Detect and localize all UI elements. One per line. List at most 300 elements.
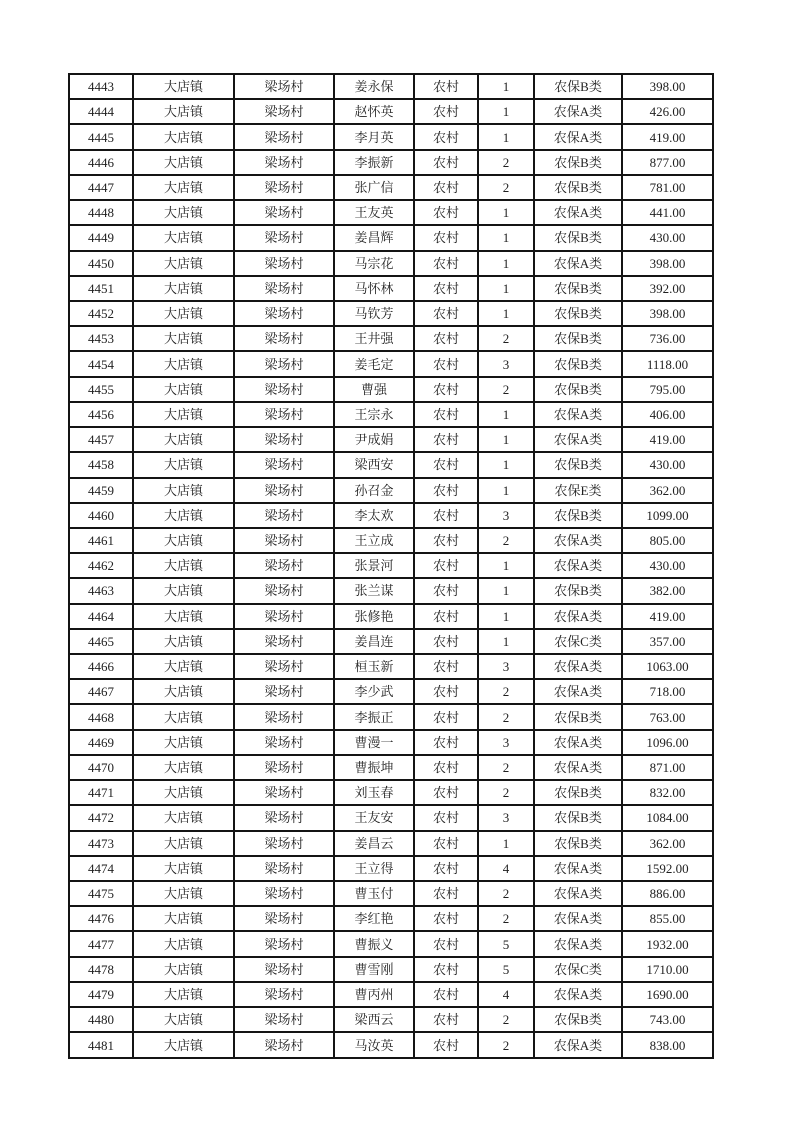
count-cell: 1 (478, 831, 534, 856)
category-cell: 农保B类 (534, 704, 622, 729)
count-cell: 4 (478, 982, 534, 1007)
name-cell: 梁西安 (334, 452, 414, 477)
name-cell: 王井强 (334, 326, 414, 351)
category-cell: 农保B类 (534, 503, 622, 528)
amount-cell: 763.00 (622, 704, 713, 729)
table-row (69, 301, 713, 326)
amount-cell: 795.00 (622, 377, 713, 402)
serial-cell: 4466 (69, 654, 133, 679)
table-row (69, 225, 713, 250)
table-row (69, 629, 713, 654)
amount-cell: 832.00 (622, 780, 713, 805)
count-cell: 2 (478, 906, 534, 931)
village-cell: 梁场村 (234, 175, 334, 200)
residence-cell: 农村 (414, 1032, 478, 1058)
count-cell: 2 (478, 377, 534, 402)
count-cell: 3 (478, 654, 534, 679)
table-row (69, 326, 713, 351)
amount-cell: 362.00 (622, 478, 713, 503)
village-cell: 梁场村 (234, 427, 334, 452)
count-cell: 3 (478, 730, 534, 755)
serial-cell: 4451 (69, 276, 133, 301)
town-cell: 大店镇 (133, 931, 234, 956)
town-cell: 大店镇 (133, 805, 234, 830)
count-cell: 1 (478, 402, 534, 427)
village-cell: 梁场村 (234, 1007, 334, 1032)
amount-cell: 1690.00 (622, 982, 713, 1007)
count-cell: 5 (478, 957, 534, 982)
town-cell: 大店镇 (133, 679, 234, 704)
table-row (69, 755, 713, 780)
town-cell: 大店镇 (133, 150, 234, 175)
town-cell: 大店镇 (133, 856, 234, 881)
village-cell: 梁场村 (234, 200, 334, 225)
category-cell: 农保A类 (534, 856, 622, 881)
residence-cell: 农村 (414, 629, 478, 654)
category-cell: 农保B类 (534, 831, 622, 856)
name-cell: 曹漫一 (334, 730, 414, 755)
village-cell: 梁场村 (234, 704, 334, 729)
category-cell: 农保B类 (534, 150, 622, 175)
residence-cell: 农村 (414, 957, 478, 982)
serial-cell: 4454 (69, 351, 133, 376)
serial-cell: 4452 (69, 301, 133, 326)
count-cell: 3 (478, 503, 534, 528)
table-row (69, 150, 713, 175)
village-cell: 梁场村 (234, 225, 334, 250)
town-cell: 大店镇 (133, 528, 234, 553)
village-cell: 梁场村 (234, 730, 334, 755)
serial-cell: 4470 (69, 755, 133, 780)
town-cell: 大店镇 (133, 755, 234, 780)
name-cell: 李振新 (334, 150, 414, 175)
category-cell: 农保A类 (534, 251, 622, 276)
village-cell: 梁场村 (234, 326, 334, 351)
residence-cell: 农村 (414, 503, 478, 528)
village-cell: 梁场村 (234, 478, 334, 503)
count-cell: 1 (478, 427, 534, 452)
town-cell: 大店镇 (133, 704, 234, 729)
town-cell: 大店镇 (133, 780, 234, 805)
category-cell: 农保A类 (534, 528, 622, 553)
count-cell: 1 (478, 74, 534, 99)
table-row (69, 74, 713, 99)
town-cell: 大店镇 (133, 427, 234, 452)
table-row (69, 276, 713, 301)
name-cell: 马汝英 (334, 1032, 414, 1058)
residence-cell: 农村 (414, 604, 478, 629)
residence-cell: 农村 (414, 780, 478, 805)
residence-cell: 农村 (414, 755, 478, 780)
count-cell: 1 (478, 99, 534, 124)
category-cell: 农保B类 (534, 175, 622, 200)
amount-cell: 398.00 (622, 251, 713, 276)
residence-cell: 农村 (414, 150, 478, 175)
town-cell: 大店镇 (133, 351, 234, 376)
amount-cell: 736.00 (622, 326, 713, 351)
town-cell: 大店镇 (133, 276, 234, 301)
residence-cell: 农村 (414, 225, 478, 250)
serial-cell: 4457 (69, 427, 133, 452)
town-cell: 大店镇 (133, 982, 234, 1007)
residence-cell: 农村 (414, 276, 478, 301)
category-cell: 农保A类 (534, 604, 622, 629)
serial-cell: 4471 (69, 780, 133, 805)
count-cell: 1 (478, 452, 534, 477)
table-row (69, 805, 713, 830)
count-cell: 2 (478, 326, 534, 351)
serial-cell: 4453 (69, 326, 133, 351)
residence-cell: 农村 (414, 704, 478, 729)
count-cell: 3 (478, 805, 534, 830)
category-cell: 农保A类 (534, 402, 622, 427)
category-cell: 农保A类 (534, 200, 622, 225)
town-cell: 大店镇 (133, 478, 234, 503)
amount-cell: 419.00 (622, 604, 713, 629)
serial-cell: 4475 (69, 881, 133, 906)
residence-cell: 农村 (414, 124, 478, 149)
category-cell: 农保B类 (534, 1007, 622, 1032)
category-cell: 农保A类 (534, 881, 622, 906)
residence-cell: 农村 (414, 578, 478, 603)
village-cell: 梁场村 (234, 251, 334, 276)
village-cell: 梁场村 (234, 351, 334, 376)
residence-cell: 农村 (414, 351, 478, 376)
table-row (69, 881, 713, 906)
name-cell: 姜永保 (334, 74, 414, 99)
category-cell: 农保B类 (534, 578, 622, 603)
residence-cell: 农村 (414, 1007, 478, 1032)
count-cell: 2 (478, 528, 534, 553)
residence-cell: 农村 (414, 906, 478, 931)
serial-cell: 4465 (69, 629, 133, 654)
town-cell: 大店镇 (133, 452, 234, 477)
village-cell: 梁场村 (234, 881, 334, 906)
serial-cell: 4479 (69, 982, 133, 1007)
village-cell: 梁场村 (234, 276, 334, 301)
count-cell: 1 (478, 553, 534, 578)
village-cell: 梁场村 (234, 528, 334, 553)
village-cell: 梁场村 (234, 629, 334, 654)
name-cell: 王友安 (334, 805, 414, 830)
table-row (69, 982, 713, 1007)
table-row (69, 730, 713, 755)
amount-cell: 805.00 (622, 528, 713, 553)
residence-cell: 农村 (414, 831, 478, 856)
table-row (69, 1007, 713, 1032)
category-cell: 农保B类 (534, 452, 622, 477)
category-cell: 农保B类 (534, 301, 622, 326)
count-cell: 3 (478, 351, 534, 376)
serial-cell: 4481 (69, 1032, 133, 1058)
name-cell: 李振正 (334, 704, 414, 729)
residence-cell: 农村 (414, 251, 478, 276)
amount-cell: 871.00 (622, 755, 713, 780)
serial-cell: 4461 (69, 528, 133, 553)
table-row (69, 553, 713, 578)
amount-cell: 718.00 (622, 679, 713, 704)
village-cell: 梁场村 (234, 74, 334, 99)
serial-cell: 4473 (69, 831, 133, 856)
town-cell: 大店镇 (133, 402, 234, 427)
village-cell: 梁场村 (234, 982, 334, 1007)
residence-cell: 农村 (414, 931, 478, 956)
name-cell: 李月英 (334, 124, 414, 149)
village-cell: 梁场村 (234, 679, 334, 704)
category-cell: 农保B类 (534, 780, 622, 805)
serial-cell: 4476 (69, 906, 133, 931)
name-cell: 刘玉春 (334, 780, 414, 805)
name-cell: 曹强 (334, 377, 414, 402)
village-cell: 梁场村 (234, 452, 334, 477)
category-cell: 农保B类 (534, 276, 622, 301)
amount-cell: 382.00 (622, 578, 713, 603)
count-cell: 1 (478, 578, 534, 603)
name-cell: 张景河 (334, 553, 414, 578)
village-cell: 梁场村 (234, 755, 334, 780)
residence-cell: 农村 (414, 427, 478, 452)
residence-cell: 农村 (414, 679, 478, 704)
residence-cell: 农村 (414, 881, 478, 906)
table-row (69, 906, 713, 931)
table-row (69, 427, 713, 452)
amount-cell: 1118.00 (622, 351, 713, 376)
name-cell: 马怀林 (334, 276, 414, 301)
count-cell: 1 (478, 604, 534, 629)
table-row (69, 124, 713, 149)
amount-cell: 430.00 (622, 553, 713, 578)
village-cell: 梁场村 (234, 377, 334, 402)
serial-cell: 4478 (69, 957, 133, 982)
residence-cell: 农村 (414, 452, 478, 477)
residence-cell: 农村 (414, 478, 478, 503)
serial-cell: 4443 (69, 74, 133, 99)
category-cell: 农保A类 (534, 931, 622, 956)
village-cell: 梁场村 (234, 553, 334, 578)
count-cell: 1 (478, 200, 534, 225)
serial-cell: 4447 (69, 175, 133, 200)
category-cell: 农保A类 (534, 553, 622, 578)
town-cell: 大店镇 (133, 503, 234, 528)
name-cell: 曹振坤 (334, 755, 414, 780)
town-cell: 大店镇 (133, 553, 234, 578)
count-cell: 2 (478, 881, 534, 906)
category-cell: 农保A类 (534, 427, 622, 452)
name-cell: 王立得 (334, 856, 414, 881)
count-cell: 2 (478, 175, 534, 200)
name-cell: 李少武 (334, 679, 414, 704)
town-cell: 大店镇 (133, 730, 234, 755)
town-cell: 大店镇 (133, 251, 234, 276)
residence-cell: 农村 (414, 654, 478, 679)
village-cell: 梁场村 (234, 301, 334, 326)
count-cell: 2 (478, 1032, 534, 1058)
table-row (69, 175, 713, 200)
name-cell: 曹振义 (334, 931, 414, 956)
table-row (69, 251, 713, 276)
table-row (69, 957, 713, 982)
category-cell: 农保B类 (534, 225, 622, 250)
name-cell: 赵怀英 (334, 99, 414, 124)
count-cell: 1 (478, 629, 534, 654)
count-cell: 2 (478, 755, 534, 780)
amount-cell: 743.00 (622, 1007, 713, 1032)
name-cell: 孙召金 (334, 478, 414, 503)
town-cell: 大店镇 (133, 604, 234, 629)
amount-cell: 398.00 (622, 301, 713, 326)
count-cell: 4 (478, 856, 534, 881)
town-cell: 大店镇 (133, 124, 234, 149)
count-cell: 1 (478, 478, 534, 503)
name-cell: 王宗永 (334, 402, 414, 427)
serial-cell: 4477 (69, 931, 133, 956)
serial-cell: 4480 (69, 1007, 133, 1032)
serial-cell: 4456 (69, 402, 133, 427)
serial-cell: 4474 (69, 856, 133, 881)
name-cell: 王友英 (334, 200, 414, 225)
town-cell: 大店镇 (133, 957, 234, 982)
category-cell: 农保B类 (534, 805, 622, 830)
name-cell: 姜昌云 (334, 831, 414, 856)
serial-cell: 4446 (69, 150, 133, 175)
amount-cell: 1096.00 (622, 730, 713, 755)
table-row (69, 780, 713, 805)
table-row (69, 856, 713, 881)
count-cell: 2 (478, 150, 534, 175)
name-cell: 李红艳 (334, 906, 414, 931)
amount-cell: 1932.00 (622, 931, 713, 956)
residence-cell: 农村 (414, 99, 478, 124)
count-cell: 1 (478, 251, 534, 276)
town-cell: 大店镇 (133, 225, 234, 250)
serial-cell: 4458 (69, 452, 133, 477)
category-cell: 农保C类 (534, 957, 622, 982)
town-cell: 大店镇 (133, 578, 234, 603)
name-cell: 曹玉付 (334, 881, 414, 906)
town-cell: 大店镇 (133, 99, 234, 124)
village-cell: 梁场村 (234, 805, 334, 830)
table-row (69, 679, 713, 704)
serial-cell: 4472 (69, 805, 133, 830)
count-cell: 1 (478, 276, 534, 301)
amount-cell: 838.00 (622, 1032, 713, 1058)
name-cell: 曹丙州 (334, 982, 414, 1007)
serial-cell: 4462 (69, 553, 133, 578)
amount-cell: 1710.00 (622, 957, 713, 982)
amount-cell: 392.00 (622, 276, 713, 301)
name-cell: 王立成 (334, 528, 414, 553)
serial-cell: 4460 (69, 503, 133, 528)
residence-cell: 农村 (414, 326, 478, 351)
village-cell: 梁场村 (234, 99, 334, 124)
amount-cell: 419.00 (622, 427, 713, 452)
residence-cell: 农村 (414, 730, 478, 755)
serial-cell: 4449 (69, 225, 133, 250)
table-row (69, 478, 713, 503)
town-cell: 大店镇 (133, 629, 234, 654)
village-cell: 梁场村 (234, 906, 334, 931)
table-row (69, 604, 713, 629)
amount-cell: 1592.00 (622, 856, 713, 881)
town-cell: 大店镇 (133, 1032, 234, 1058)
town-cell: 大店镇 (133, 301, 234, 326)
name-cell: 李太欢 (334, 503, 414, 528)
residence-cell: 农村 (414, 377, 478, 402)
table-row (69, 200, 713, 225)
serial-cell: 4469 (69, 730, 133, 755)
name-cell: 尹成娟 (334, 427, 414, 452)
count-cell: 1 (478, 225, 534, 250)
residence-cell: 农村 (414, 301, 478, 326)
town-cell: 大店镇 (133, 175, 234, 200)
amount-cell: 430.00 (622, 225, 713, 250)
amount-cell: 1063.00 (622, 654, 713, 679)
category-cell: 农保B类 (534, 326, 622, 351)
count-cell: 5 (478, 931, 534, 956)
amount-cell: 398.00 (622, 74, 713, 99)
name-cell: 姜毛定 (334, 351, 414, 376)
serial-cell: 4464 (69, 604, 133, 629)
residence-cell: 农村 (414, 856, 478, 881)
village-cell: 梁场村 (234, 578, 334, 603)
name-cell: 桓玉新 (334, 654, 414, 679)
town-cell: 大店镇 (133, 200, 234, 225)
name-cell: 张修艳 (334, 604, 414, 629)
category-cell: 农保A类 (534, 654, 622, 679)
count-cell: 2 (478, 1007, 534, 1032)
serial-cell: 4467 (69, 679, 133, 704)
village-cell: 梁场村 (234, 856, 334, 881)
count-cell: 1 (478, 124, 534, 149)
category-cell: 农保A类 (534, 906, 622, 931)
town-cell: 大店镇 (133, 906, 234, 931)
serial-cell: 4459 (69, 478, 133, 503)
village-cell: 梁场村 (234, 1032, 334, 1058)
village-cell: 梁场村 (234, 831, 334, 856)
amount-cell: 877.00 (622, 150, 713, 175)
town-cell: 大店镇 (133, 831, 234, 856)
amount-cell: 406.00 (622, 402, 713, 427)
table-row (69, 831, 713, 856)
category-cell: 农保B类 (534, 74, 622, 99)
name-cell: 马宗花 (334, 251, 414, 276)
town-cell: 大店镇 (133, 377, 234, 402)
amount-cell: 441.00 (622, 200, 713, 225)
table-row (69, 654, 713, 679)
residence-cell: 农村 (414, 528, 478, 553)
name-cell: 曹雪刚 (334, 957, 414, 982)
category-cell: 农保E类 (534, 478, 622, 503)
amount-cell: 886.00 (622, 881, 713, 906)
residence-cell: 农村 (414, 553, 478, 578)
town-cell: 大店镇 (133, 326, 234, 351)
name-cell: 马钦芳 (334, 301, 414, 326)
amount-cell: 419.00 (622, 124, 713, 149)
amount-cell: 1084.00 (622, 805, 713, 830)
village-cell: 梁场村 (234, 654, 334, 679)
category-cell: 农保A类 (534, 99, 622, 124)
table-row (69, 503, 713, 528)
amount-cell: 426.00 (622, 99, 713, 124)
name-cell: 张兰谋 (334, 578, 414, 603)
village-cell: 梁场村 (234, 931, 334, 956)
count-cell: 2 (478, 780, 534, 805)
amount-cell: 855.00 (622, 906, 713, 931)
amount-cell: 357.00 (622, 629, 713, 654)
category-cell: 农保A类 (534, 982, 622, 1007)
serial-cell: 4455 (69, 377, 133, 402)
serial-cell: 4448 (69, 200, 133, 225)
